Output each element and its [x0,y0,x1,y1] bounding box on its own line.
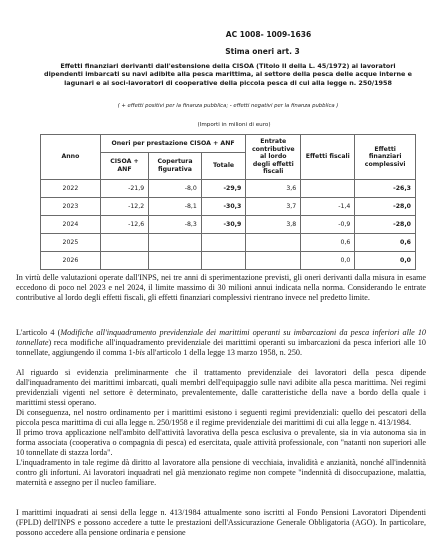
financial-effects-table [40,134,416,270]
paragraph-2-em: Modifiche all'inquadramento previdenziale dei marittimi operanti su imbarcazioni da pesca inferiori alle 10 tonnellate [16,328,426,347]
cell-cisoa: -21,9 [100,180,148,198]
header-cisoa: CISOA + ANF [100,153,148,180]
paragraph-4 [16,408,426,428]
header-effetti-fiscali: Effetti fiscali [301,135,355,180]
document-number: AC 1008- 1009-1636 [225,30,312,39]
header-anno: Anno [41,135,101,180]
cell-anno: 2026 [41,252,101,270]
header-oneri: Oneri per prestazione CISOA + ANF [100,135,246,153]
cell-copertura: -8,1 [149,198,202,216]
cell-entrate: 3,7 [246,198,301,216]
paragraph-2-a: L'articolo 4 ( [16,328,61,337]
cell-totale [201,252,245,270]
cell-effetti-complessivi: -28,0 [355,198,416,216]
paragraph-5-text: Il primo trova applicazione nell'ambito dell'attività lavorativa della pesca esclusiva o prevalente, sia in via autonoma sia in forma associata (cooperativa o compagnia di pesca) ed esercitata, quale attività professionale, con "natanti non superiori alle 10 tonnellate di stazza lorda". [16,428,426,457]
cell-anno: 2025 [41,234,101,252]
cell-totale [201,234,245,252]
header-copertura: Copertura figurativa [149,153,202,180]
paragraph-2-b: ) reca modifiche all'inquadramento previdenziale dei marittimi operanti su imbarcazioni da pesca inferiori alle 10 tonnellate, aggiungendo il comma 1- [16,337,426,357]
effects-note: ( + effetti positivi per la finanza pubblica; - effetti negativi per la finanza pubblica ) [117,103,339,109]
cell-totale: -29,9 [201,180,245,198]
cell-copertura [149,234,202,252]
cell-effetti-fiscali [301,180,355,198]
cell-totale: -30,3 [201,198,245,216]
cell-copertura: -8,3 [149,216,202,234]
table-row [41,180,416,198]
cell-anno: 2023 [41,198,101,216]
cell-cisoa [100,252,148,270]
cell-cisoa: -12,2 [100,198,148,216]
units-note: (Importi in milioni di euro) [197,122,271,128]
paragraph-2 [16,328,426,358]
paragraph-6 [16,458,426,488]
table-subtitle: Effetti finanziari derivanti dall'estensione della CISOA (Titolo II della L. 45/1972) ai lavoratori dipendenti imbarcati su navi adibite alla pesca marittima, al settore della pesca delle acque interne e lagunari e ai soci-lavoratori di cooperative della piccola pesca di cui alla legge n. 250/1958 [44,62,412,87]
paragraph-1 [16,273,426,303]
cell-anno: 2024 [41,216,101,234]
table-row [41,252,416,270]
paragraph-6-text: L'inquadramento in tale regime dà diritto al lavoratore alla pensione di vecchiaia, invalidità e anzianità, nonché all'indennità contro gli infortuni. Ai lavoratori inquadrati nel già menzionato regime non compete "indennità di disoccupazione, malattia, maternità e assegno per il nucleo familiare. [16,458,426,487]
cell-effetti-complessivi: -28,0 [355,216,416,234]
paragraph-5 [16,428,426,458]
paragraph-2-em2: bis [135,347,145,357]
paragraph-7 [16,508,426,538]
table-row [41,198,416,216]
cell-effetti-complessivi: -26,3 [355,180,416,198]
paragraph-1-text: In virtù delle valutazioni operate dall'INPS, nei tre anni di sperimentazione previsti, gli oneri derivanti dalla misura in esame eccedono di poco nel 2023 e nel 2024, il limite massimo di 30 milioni annui indicata nella norma. Considerando le entrate contributive al lordo degli effetti fiscali, gli effetti finanziari complessivi rientrano invece nel predetto limite. [16,273,426,302]
cell-copertura [149,252,202,270]
paragraph-2-c: all'articolo 1 della legge 13 marzo 1958, n. 250. [144,347,303,357]
cell-entrate [246,252,301,270]
cell-anno: 2022 [41,180,101,198]
cell-effetti-complessivi: 0,6 [355,234,416,252]
cell-cisoa: -12,6 [100,216,148,234]
cell-entrate: 3,8 [246,216,301,234]
cell-copertura: -8,0 [149,180,202,198]
cell-effetti-fiscali: 0,6 [301,234,355,252]
cell-effetti-fiscali: -0,9 [301,216,355,234]
cell-entrate: 3,6 [246,180,301,198]
paragraph-7-text: I marittimi inquadrati ai sensi della legge n. 413/1984 attualmente sono iscritti al Fondo Pensioni Lavoratori Dipendenti (FPLD) dell'INPS e possono accedere a tutte le prestazioni dell'Assicurazione Generale Obbligatoria (AGO). In particolare, possono accedere alla pensione ordinaria e pensione [16,508,426,537]
table-row [41,234,416,252]
header-entrate: Entrate contributive al lordo degli effetti fiscali [246,135,301,180]
section-title: Stima oneri art. 3 [225,47,300,56]
paragraph-2-text [16,328,426,358]
cell-effetti-fiscali: -1,4 [301,198,355,216]
cell-effetti-complessivi: 0,0 [355,252,416,270]
cell-totale: -30,9 [201,216,245,234]
cell-effetti-fiscali: 0,0 [301,252,355,270]
cell-cisoa [100,234,148,252]
header-effetti-complessivi: Effetti finanziari complessivi [355,135,416,180]
table-row [41,216,416,234]
paragraph-4-text: Di conseguenza, nel nostro ordinamento per i marittimi esistono i seguenti regimi previdenziali: quello dei pescatori della piccola pesca marittima di cui alla legge n. 250/1958 e il regime previdenziale dei marittimi di cui alla legge n. 413/1984. [16,408,426,427]
header-totale: Totale [201,153,245,180]
cell-entrate [246,234,301,252]
table-header-row [41,135,416,153]
paragraph-3-text: Al riguardo si evidenzia preliminarmente che il trattamento previdenziale dei lavoratori della pesca dipende dall'inquadramento dei marittimi imbarcati, quali membri dell'equipaggio sulle navi adibite alla pesca marittima. Nei regimi previdenziali vigenti nel settore è determinato, prevalentemente, dalle caratteristiche della nave a bordo della quale i marittimi stessi operano. [16,368,426,407]
paragraph-3 [16,368,426,408]
